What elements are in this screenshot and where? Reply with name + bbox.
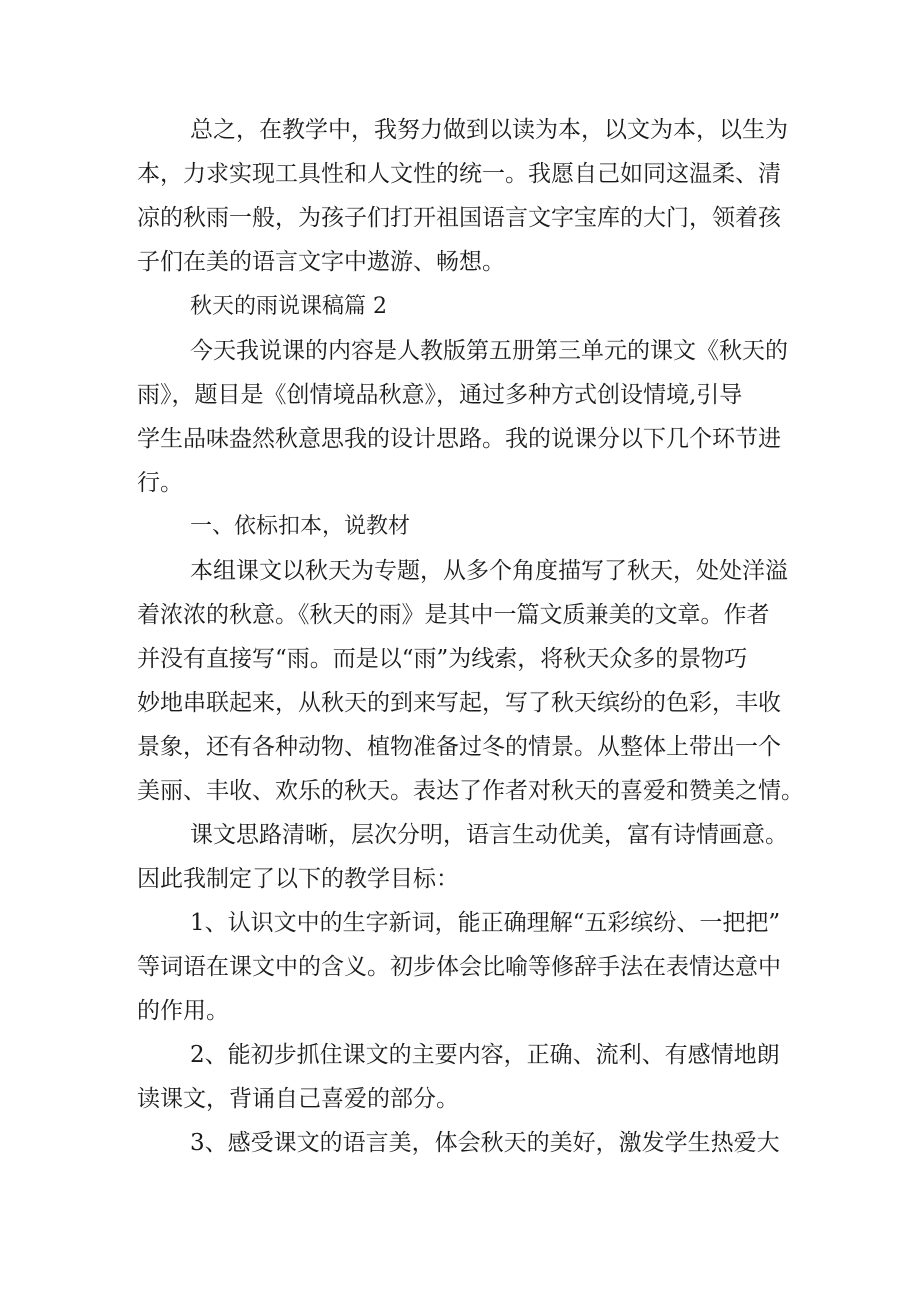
paragraph-textbook-line-6: 美丽、丰收、欢乐的秋天。表达了作者对秋天的喜爱和赞美之情。 [137, 778, 804, 804]
subsection-heading: 一、依标扣本，说教材 [190, 514, 411, 539]
paragraph-conclusion-line-1: 总之，在教学中，我努力做到以读为本，以文为本，以生为 [190, 117, 788, 143]
goal-1-line-2: 等词语在课文中的含义。初步体会比喻等修辞手法在表情达意中 [137, 954, 781, 980]
goal-2-line-2: 读课文，背诵自己喜爱的部分。 [137, 1086, 459, 1112]
paragraph-intro-line-1: 今天我说课的内容是人教版第五册第三单元的课文《秋天的 [190, 338, 788, 364]
paragraph-textbook-line-3: 并没有直接写“雨。而是以“雨”为线索，将秋天众多的景物巧 [137, 646, 748, 672]
section-title: 秋天的雨说课稿篇 2 [190, 294, 387, 319]
paragraph-textbook-line-2: 着浓浓的秋意。《秋天的雨》是其中一篇文质兼美的文章。作者 [137, 602, 770, 628]
paragraph-intro-line-4: 行。 [137, 470, 183, 496]
paragraph-conclusion-line-2: 本，力求实现工具性和人文性的统一。我愿自己如同这温柔、清 [137, 161, 781, 187]
paragraph-textbook-line-5: 景象，还有各种动物、植物准备过冬的情景。从整体上带出一个 [137, 734, 781, 760]
paragraph-goals-intro-line-2: 因此我制定了以下的教学目标： [137, 866, 459, 892]
goal-3-line-1: 3、感受课文的语言美，体会秋天的美好，激发学生热爱大 [190, 1130, 780, 1156]
paragraph-textbook-line-1: 本组课文以秋天为专题，从多个角度描写了秋天，处处洋溢 [190, 558, 788, 584]
goal-1-line-3: 的作用。 [137, 998, 229, 1024]
paragraph-conclusion-line-3: 凉的秋雨一般，为孩子们打开祖国语言文字宝库的大门，领着孩 [137, 205, 781, 231]
goal-2-line-1: 2、能初步抓住课文的主要内容，正确、流利、有感情地朗 [190, 1042, 780, 1068]
paragraph-textbook-line-4: 妙地串联起来，从秋天的到来写起，写了秋天缤纷的色彩，丰收 [137, 690, 781, 716]
goal-1-line-1: 1、认识文中的生字新词，能正确理解“五彩缤纷、一把把” [190, 910, 781, 936]
paragraph-conclusion-line-4: 子们在美的语言文字中遨游、畅想。 [137, 249, 505, 275]
paragraph-intro-line-3: 学生品味盎然秋意思我的设计思路。我的说课分以下几个环节进 [137, 426, 781, 452]
paragraph-intro-line-2: 雨》，题目是《创情境品秋意》，通过多种方式创设情境,引导 [137, 382, 743, 408]
paragraph-goals-intro-line-1: 课文思路清晰，层次分明，语言生动优美，富有诗情画意。 [190, 822, 788, 848]
